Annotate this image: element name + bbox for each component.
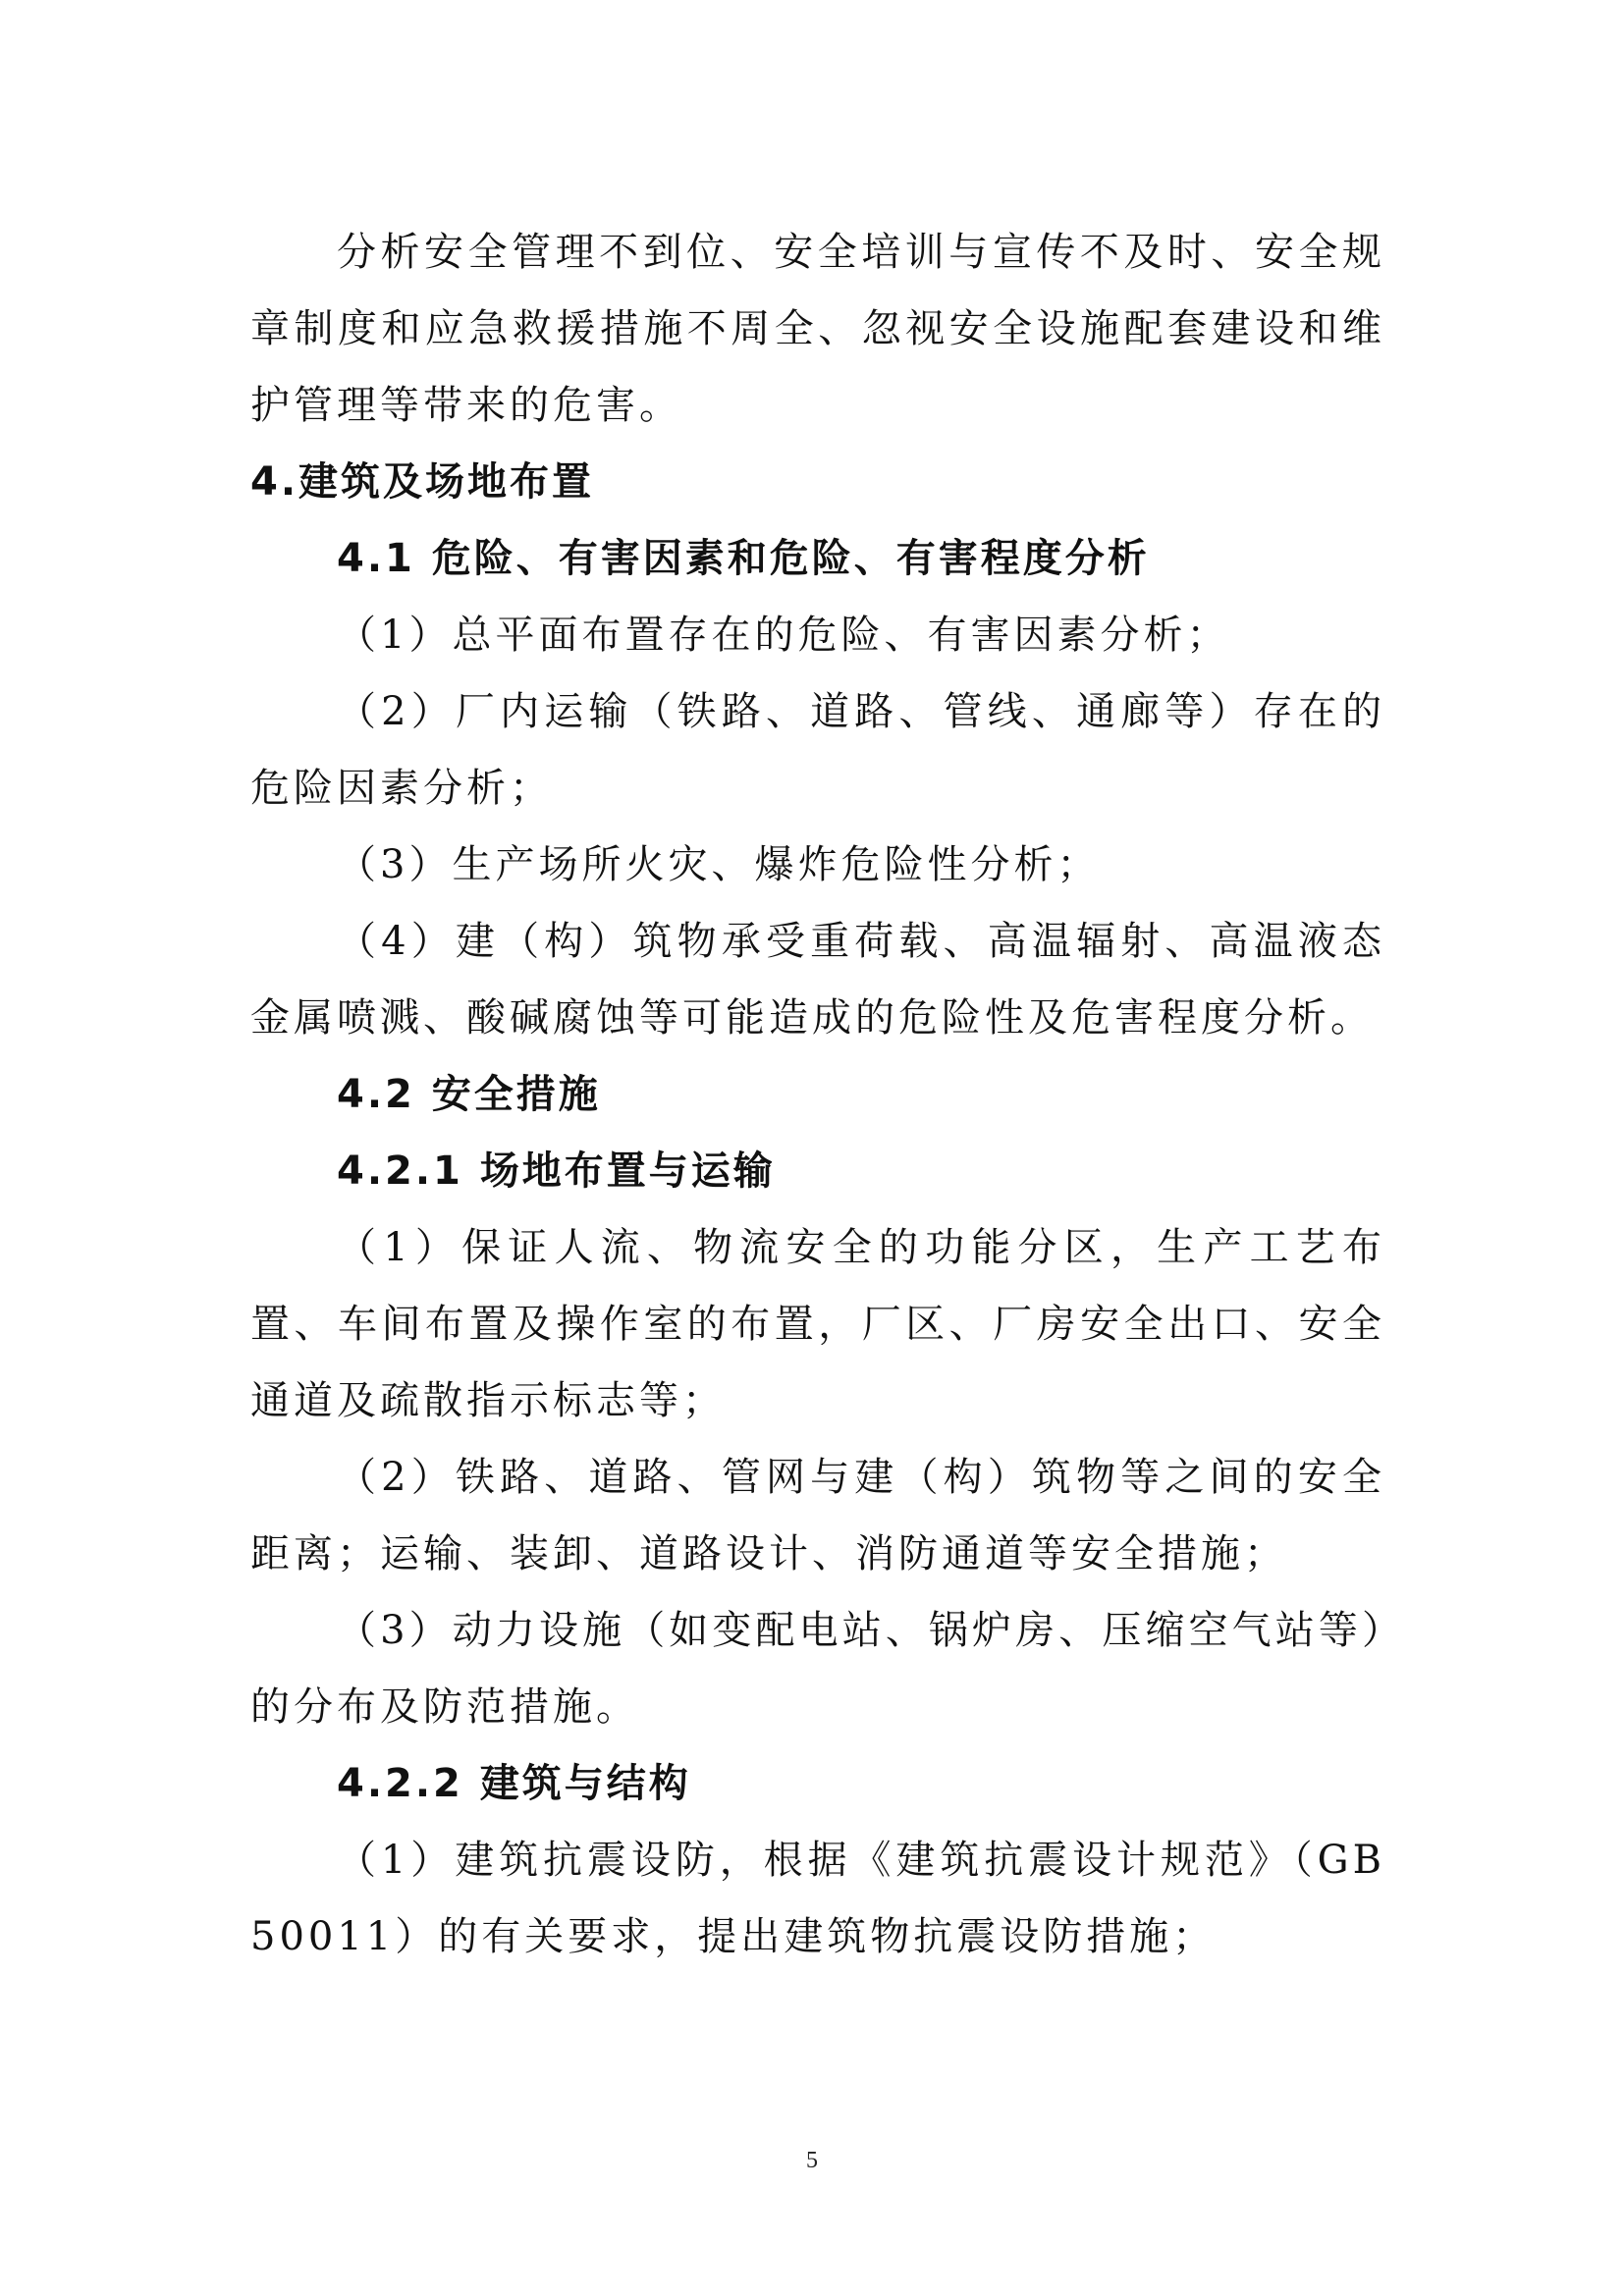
list-item-4-1-3: （3）生产场所火灾、爆炸危险性分析； — [337, 842, 1101, 887]
document-body — [250, 214, 1385, 1975]
list-item-4-1-4: （4）建（构）筑物承受重荷载、高温辐射、高温液态金属喷溅、酸碱腐蚀等可能造成的危险性及危害程度分析。 — [250, 919, 1385, 1041]
subsection-heading-4-2: 4.2 安全措施 — [337, 1072, 601, 1117]
subsection-heading-4-2-2: 4.2.2 建筑与结构 — [337, 1761, 691, 1806]
list-item-4-2-1-3: （3）动力设施（如变配电站、锅炉房、压缩空气站等）的分布及防范措施。 — [250, 1608, 1385, 1730]
page-number: 5 — [806, 2148, 818, 2173]
list-item-4-1-2: （2）厂内运输（铁路、道路、管线、通廊等）存在的危险因素分析； — [250, 689, 1385, 811]
subsection-heading-4-2-1: 4.2.1 场地布置与运输 — [337, 1148, 776, 1194]
subsection-heading-4-1: 4.1 危险、有害因素和危险、有害程度分析 — [337, 536, 1150, 581]
list-item-4-2-1-1: （1）保证人流、物流安全的功能分区，生产工艺布置、车间布置及操作室的布置，厂区、厂房安全出口、安全通道及疏散指示标志等； — [250, 1225, 1385, 1423]
section-heading-4: 4.建筑及场地布置 — [250, 459, 595, 505]
paragraph-management-hazards: 分析安全管理不到位、安全培训与宣传不及时、安全规章制度和应急救援措施不周全、忽视安全设施配套建设和维护管理等带来的危害。 — [250, 230, 1385, 428]
list-item-4-1-1: （1）总平面布置存在的危险、有害因素分析； — [337, 613, 1230, 658]
list-item-4-2-1-2: （2）铁路、道路、管网与建（构）筑物等之间的安全距离；运输、装卸、道路设计、消防通道等安全措施； — [250, 1455, 1385, 1576]
list-item-4-2-2-1: （1）建筑抗震设防，根据《建筑抗震设计规范》（GB50011）的有关要求，提出建筑物抗震设防措施； — [250, 1838, 1385, 1959]
